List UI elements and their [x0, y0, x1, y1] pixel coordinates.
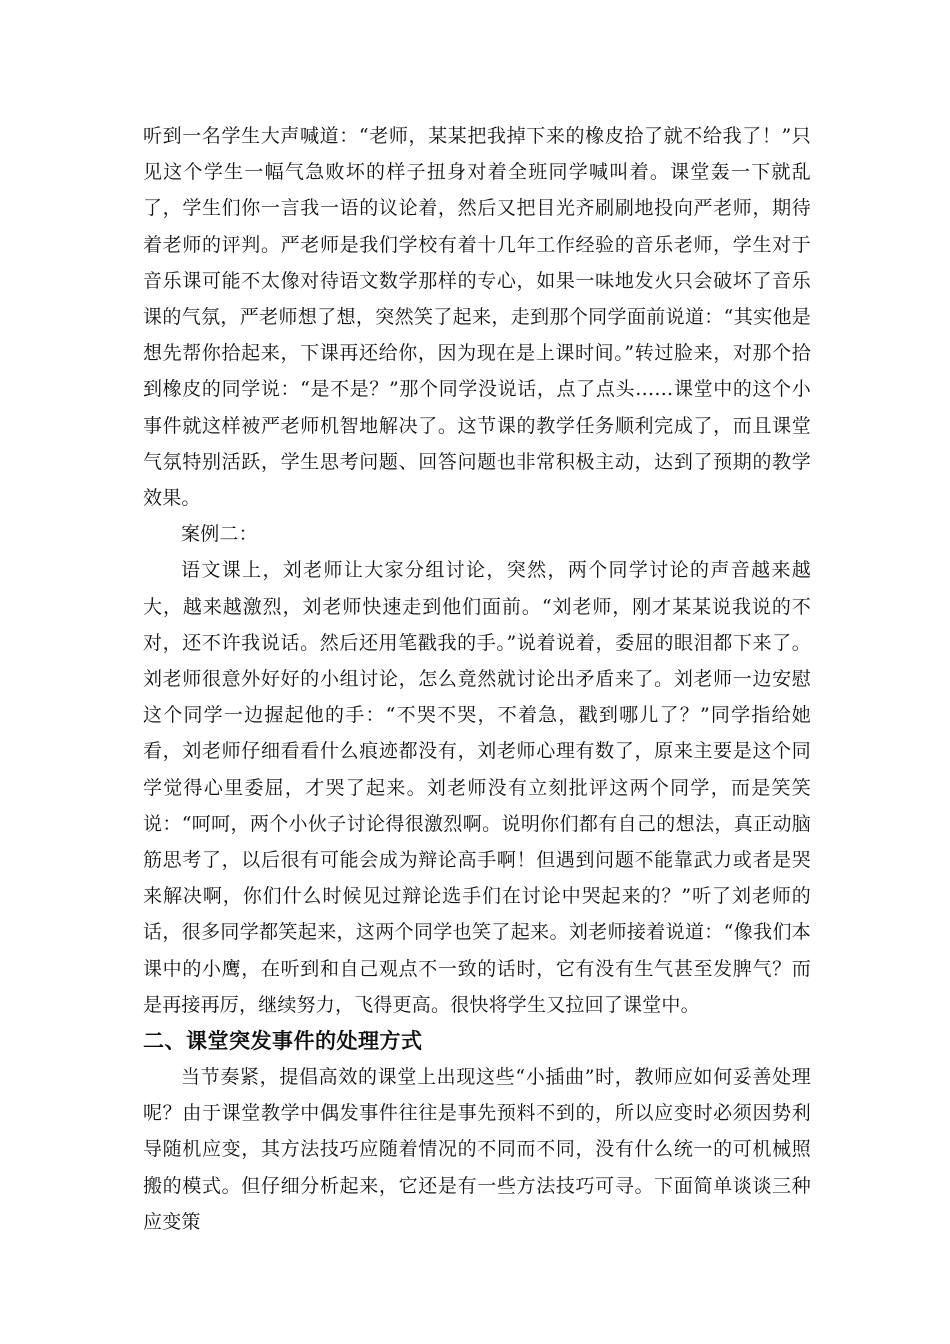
paragraph-case-one-continued: 听到一名学生大声喊道：“老师，某某把我掉下来的橡皮拾了就不给我了！”只见这个学生一幅气急败坏的样子扭身对着全班同学喊叫着。课堂轰一下就乱了，学生们你一言我一语的议论着，然后又把目光齐刷刷地投向严老师，期待着老师的评判。严老师是我们学校有着十几年工作经验的音乐老师，学生对于音乐课可能不太像对待语文数学那样的专心，如果一味地发火只会破坏了音乐课的气氛，严老师想了想，突然笑了起来，走到那个同学面前说道：“其实他是想先帮你拾起来，下课再还给你，因为现在是上课时间。”转过脸来，对那个拾到橡皮的同学说：“是不是？”那个同学没说话，点了点头……课堂中的这个小事件就这样被严老师机智地解决了。这节课的教学任务顺利完成了，而且课堂气氛特别活跃，学生思考问题、回答问题也非常积极主动，达到了预期的教学效果。 — [143, 125, 811, 510]
paragraph-handling-methods: 当节奏紧，提倡高效的课堂上出现这些“小插曲”时，教师应如何妥善处理呢？由于课堂教学中偶发事件往往是事先预料不到的，所以应变时必须因势利导随机应变，其方法技巧应随着情况的不同而不同，没有什么统一的可机械照搬的模式。但仔细分析起来，它还是有一些方法技巧可寻。下面简单谈谈三种应变策 — [143, 1066, 811, 1233]
document-page — [143, 118, 811, 1240]
section-heading: 二、课堂突发事件的处理方式 — [143, 1029, 423, 1054]
paragraph-case-two: 语文课上，刘老师让大家分组讨论，突然，两个同学讨论的声音越来越大，越来越激烈，刘老师快速走到他们面前。“刘老师，刚才某某说我说的不对，还不许我说话。然后还用笔戳我的手。”说着说着，委屈的眼泪都下来了。刘老师很意外好好的小组讨论，怎么竟然就讨论出矛盾来了。刘老师一边安慰这个同学一边握起他的手：“不哭不哭，不着急，戳到哪儿了？”同学指给她看，刘老师仔细看看什么痕迹都没有，刘老师心理有数了，原来主要是这个同学觉得心里委屈，才哭了起来。刘老师没有立刻批评这两个同学，而是笑笑说：“呵呵，两个小伙子讨论得很激烈啊。说明你们都有自己的想法，真正动脑筋思考了，以后很有可能会成为辩论高手啊！但遇到问题不能靠武力或者是哭来解决啊，你们什么时候见过辩论选手们在讨论中哭起来的？”听了刘老师的话，很多同学都笑起来，这两个同学也笑了起来。刘老师接着说道：“像我们本课中的小鹰，在听到和自己观点不一致的话时，它有没有生气甚至发脾气？而是再接再厉，继续努力，飞得更高。很快将学生又拉回了课堂中。 — [143, 559, 811, 1016]
case-two-label: 案例二： — [181, 523, 258, 546]
